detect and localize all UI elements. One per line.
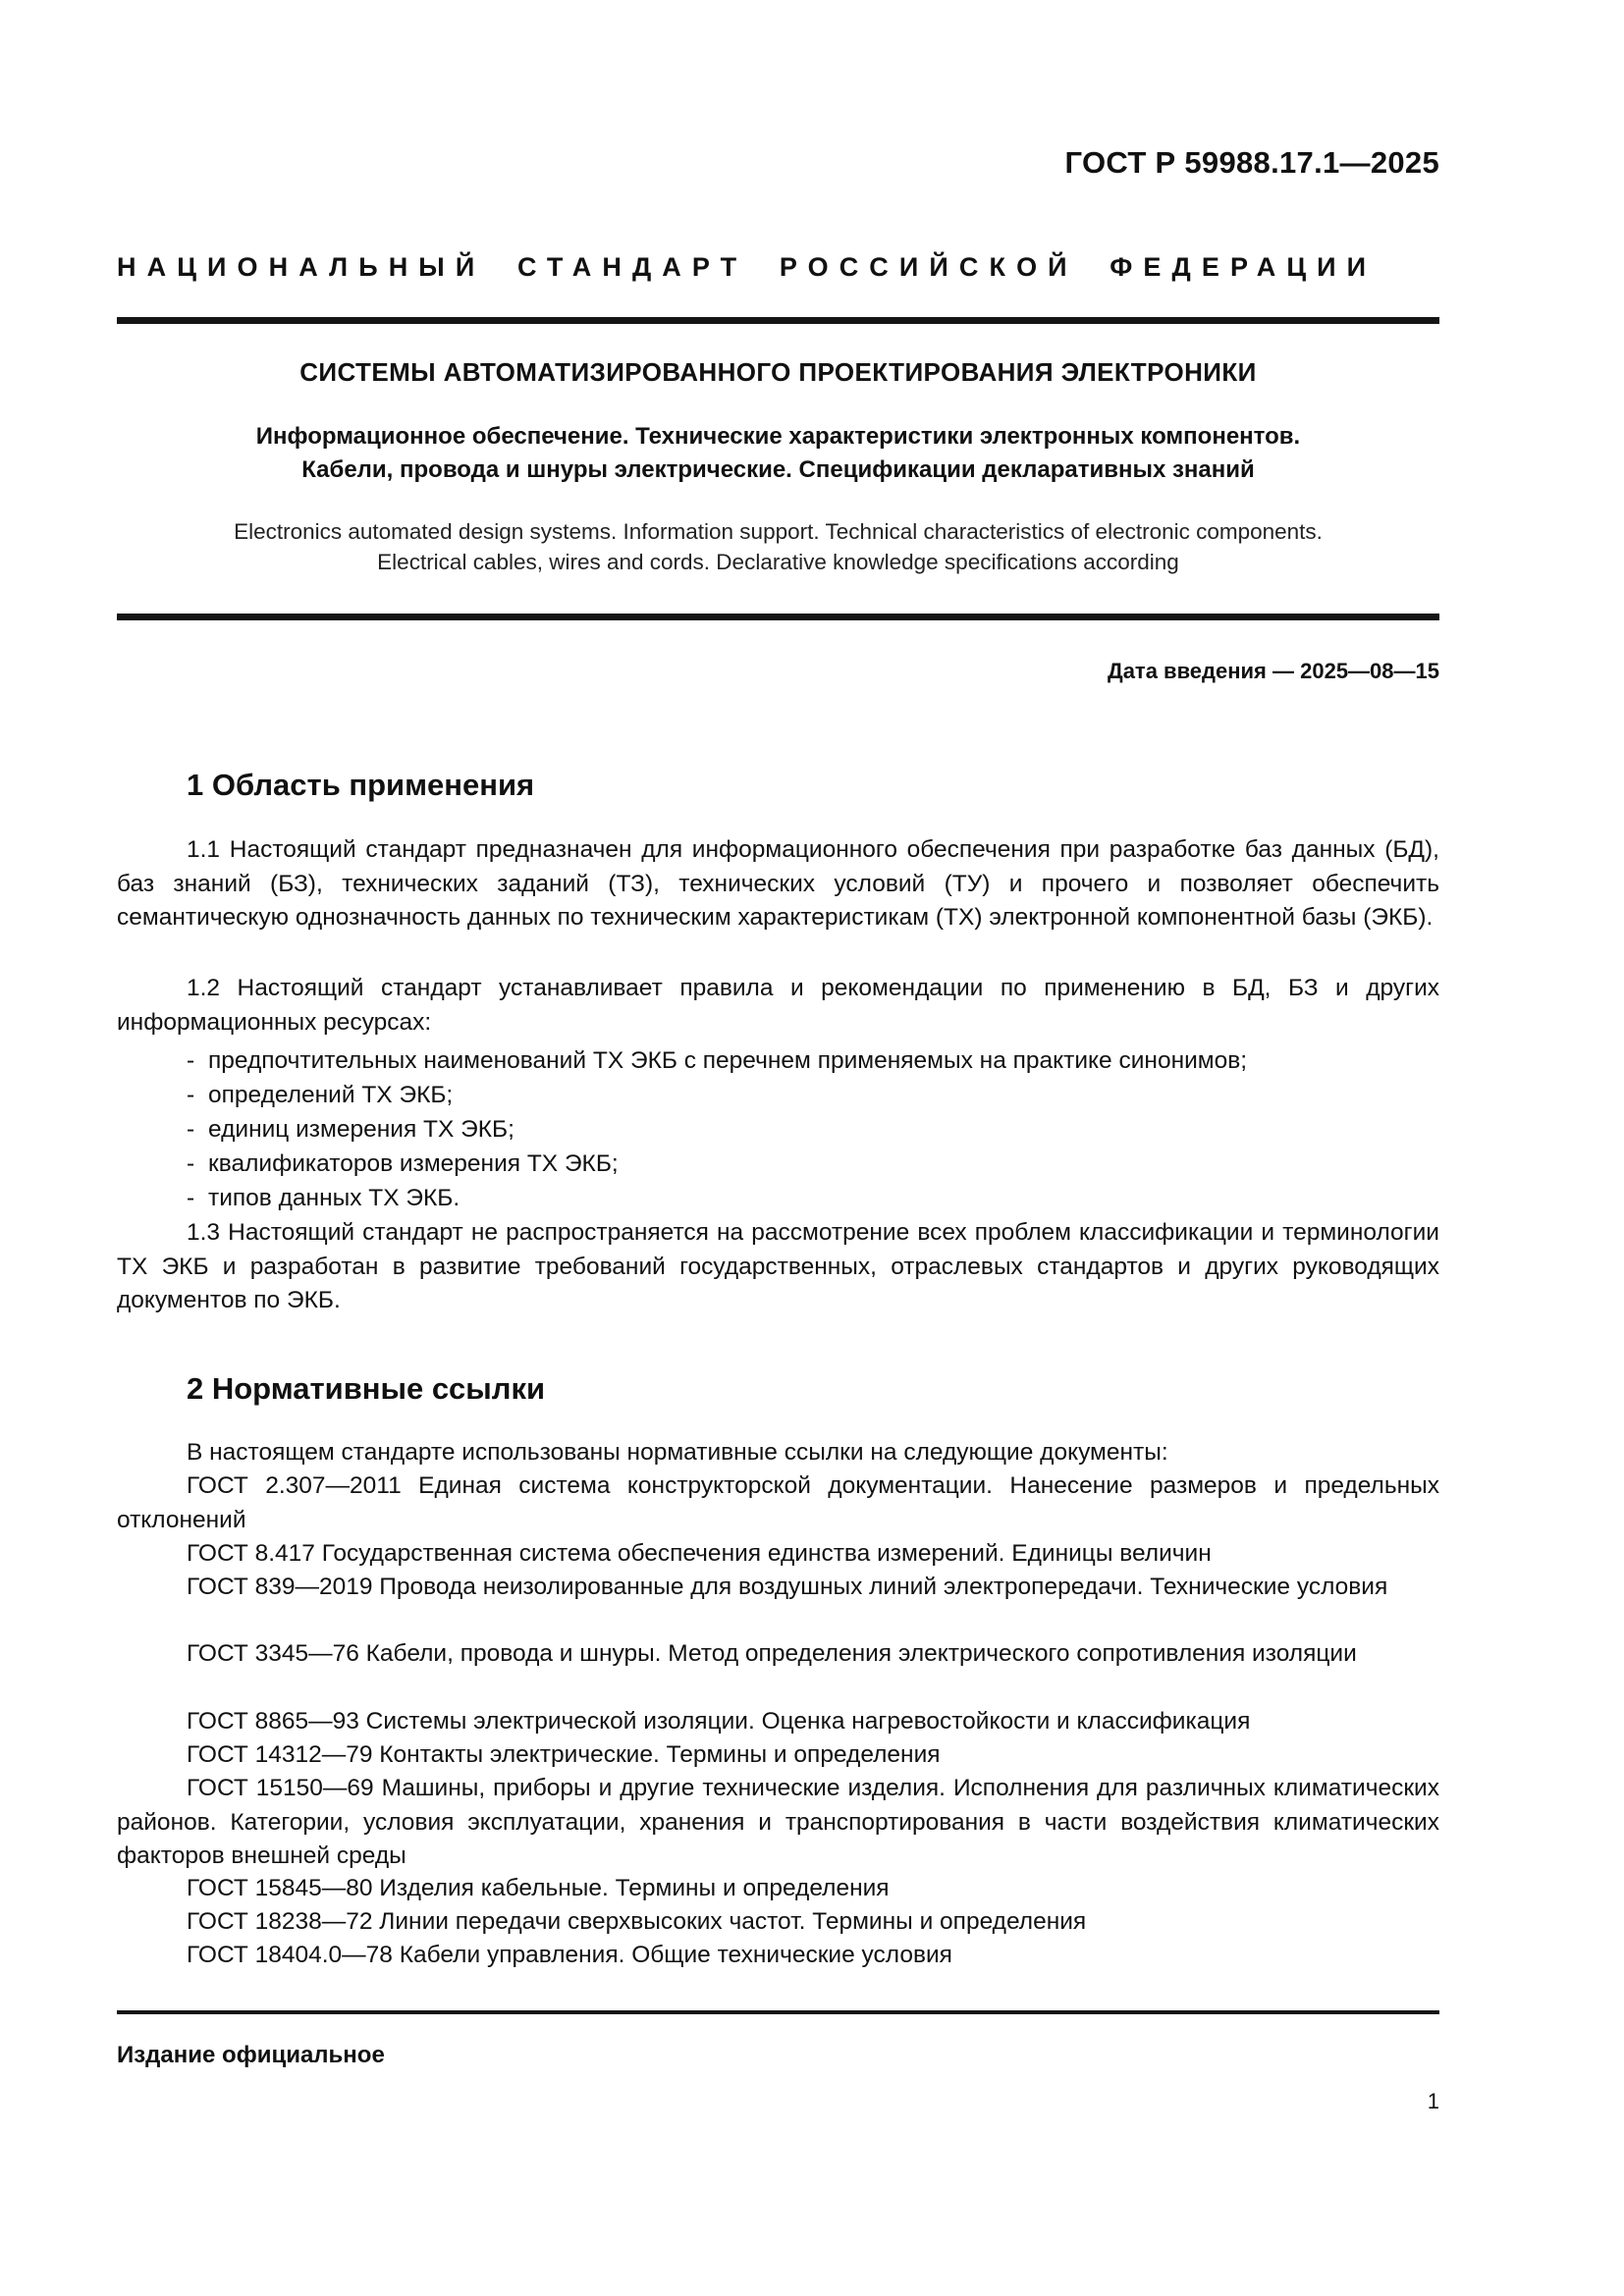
list-item: - типов данных ТХ ЭКБ.: [187, 1185, 460, 1211]
official-edition-label: Издание официальное: [117, 2042, 385, 2068]
reference-item: ГОСТ 2.307—2011 Единая система конструкторской документации. Нанесение размеров и предельных отклонений: [117, 1472, 1439, 1533]
paragraph-1-2: 1.2 Настоящий стандарт устанавливает правила и рекомендации по применению в БД, БЗ и других информационных ресурсах:: [117, 975, 1439, 1036]
title-bottom-rule: [117, 614, 1439, 620]
reference-item: ГОСТ 8865—93 Системы электрической изоляции. Оценка нагревостойкости и классификация: [187, 1708, 1251, 1735]
paragraph-1-1: 1.1 Настоящий стандарт предназначен для информационного обеспечения при разработке баз данных (БД), баз знаний (БЗ), технических заданий (ТЗ), технических условий (ТУ) и прочего и позволяет обеспечить семантическую однозначность данных по техническим характеристикам (ТХ) электронной компонентной базы (ЭКБ).: [117, 836, 1439, 931]
reference-item: ГОСТ 15150—69 Машины, приборы и другие технические изделия. Исполнения для различных климатических районов. Категории, условия эксплуатации, хранения и транспортирования в части воздействия климатических факторов внешней среды: [117, 1775, 1439, 1869]
standard-code: ГОСТ Р 59988.17.1—2025: [1064, 145, 1439, 180]
reference-item: ГОСТ 15845—80 Изделия кабельные. Термины и определения: [187, 1875, 890, 1901]
reference-item: ГОСТ 18238—72 Линии передачи сверхвысоких частот. Термины и определения: [187, 1908, 1087, 1935]
top-rule: [117, 317, 1439, 324]
reference-item: ГОСТ 3345—76 Кабели, провода и шнуры. Метод определения электрического сопротивления изоляции: [187, 1640, 1357, 1667]
subtitle-line-2: Кабели, провода и шнуры электрические. Спецификации декларативных знаний: [301, 456, 1255, 483]
section-2-heading: 2 Нормативные ссылки: [187, 1371, 546, 1406]
footer-rule: [117, 2010, 1439, 2014]
national-standard-banner: НАЦИОНАЛЬНЫЙ СТАНДАРТ РОССИЙСКОЙ ФЕДЕРАЦИИ: [117, 252, 1378, 282]
reference-item: ГОСТ 14312—79 Контакты электрические. Термины и определения: [187, 1741, 941, 1768]
list-item: - квалификаторов измерения ТХ ЭКБ;: [187, 1150, 619, 1177]
paragraph-1-3: 1.3 Настоящий стандарт не распространяется на рассмотрение всех проблем классификации и терминологии ТХ ЭКБ и разработан в развитие требований государственных, отраслевых стандартов и других руководящих документов по ЭКБ.: [117, 1219, 1439, 1313]
list-item: - единиц измерения ТХ ЭКБ;: [187, 1116, 514, 1143]
document-title: СИСТЕМЫ АВТОМАТИЗИРОВАННОГО ПРОЕКТИРОВАНИЯ ЭЛЕКТРОНИКИ: [299, 357, 1257, 387]
english-title-line-2: Electrical cables, wires and cords. Declarative knowledge specifications according: [377, 550, 1179, 574]
english-title-line-1: Electronics automated design systems. Information support. Technical characteristics of electronic components.: [234, 519, 1323, 544]
reference-item: ГОСТ 18404.0—78 Кабели управления. Общие технические условия: [187, 1942, 952, 1968]
introduction-date: Дата введения — 2025—08—15: [1108, 659, 1439, 683]
subtitle-line-1: Информационное обеспечение. Технические характеристики электронных компонентов.: [255, 423, 1301, 450]
list-item: - определений ТХ ЭКБ;: [187, 1082, 454, 1108]
list-item: - предпочтительных наименований ТХ ЭКБ с перечнем применяемых на практике синонимов;: [187, 1047, 1248, 1074]
references-intro: В настоящем стандарте использованы нормативные ссылки на следующие документы:: [187, 1439, 1168, 1466]
section-1-heading: 1 Область применения: [187, 768, 535, 802]
page-number: 1: [1427, 2089, 1439, 2113]
reference-item: ГОСТ 8.417 Государственная система обеспечения единства измерений. Единицы величин: [187, 1540, 1212, 1567]
reference-item: ГОСТ 839—2019 Провода неизолированные для воздушных линий электропередачи. Технические условия: [187, 1574, 1388, 1600]
